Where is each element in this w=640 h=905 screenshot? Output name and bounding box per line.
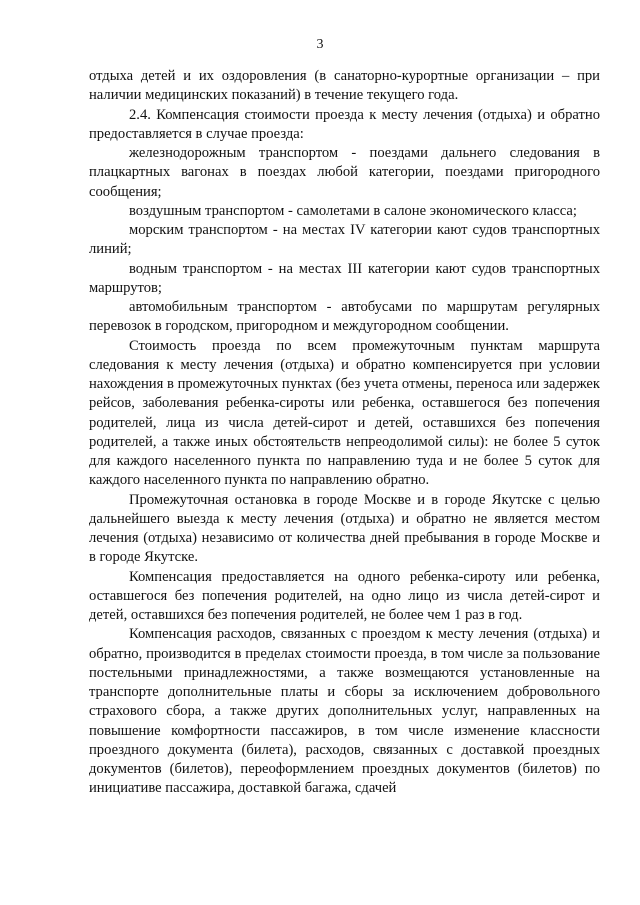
paragraph-road-transport: автомобильным транспортом - автобусами по маршрутам регулярных перевозок в городском, пригородном и междугородном сообщении. (89, 299, 600, 335)
paragraph-compensation-frequency: Компенсация предоставляется на одного ребенка-сироту или ребенка, оставшегося без попечения родителей, на одно лицо из числа детей-сирот и детей, оставшихся без попечения родителей, не более чем 1 раз в год. (89, 568, 600, 623)
page-number: 3 (316, 37, 324, 52)
document-body (89, 67, 600, 799)
paragraph-intermediate-points: Стоимость проезда по всем промежуточным пунктам маршрута следования к месту лечения (отдыха) и обратно компенсируется при условии нахождения в промежуточных пунктах (без учета отмены, переноса или задержек рейсов, заболевания ребенка-сироты или ребенка, оставшегося без попечения родителей, лица из числа детей-сирот и детей, оставшихся без попечения родителей, а также иных обстоятельств непреодолимой силы): не более 5 суток для каждого населенного пункта по направлению туда и не более 5 суток для каждого населенного пункта по направлению обратно. (89, 337, 600, 489)
paragraph-expense-compensation: Компенсация расходов, связанных с проездом к месту лечения (отдыха) и обратно, производится в пределах стоимости проезда, в том числе за пользование постельными принадлежностями, а также возмещаются установленные на транспорте дополнительные платы и сборы за исключением добровольного страхового сбора, а также других дополнительных услуг, направленных на повышение комфортности пассажиров, в том числе изменение классности проездного документа (билета), расходов, связанных с доставкой проездных документов (билетов), переоформлением проездных документов (билетов) по инициативе пассажира, доставкой багажа, сдачей (89, 626, 600, 797)
paragraph-continuation: отдыха детей и их оздоровления (в санаторно-курортные организации – при наличии медицинских показаний) в течение текущего года. (89, 68, 600, 104)
paragraph-clause-2-4: 2.4. Компенсация стоимости проезда к месту лечения (отдыха) и обратно предоставляется в случае проезда: (89, 106, 600, 142)
paragraph-moscow-yakutsk-stop: Промежуточная остановка в городе Москве и в городе Якутске с целью дальнейшего выезда к месту лечения (отдыха) и обратно не является местом лечения (отдыха) независимо от количества дней пребывания в городе Москве и в городе Якутске. (89, 491, 600, 566)
paragraph-sea-transport: морским транспортом - на местах IV категории кают судов транспортных линий; (89, 222, 600, 258)
paragraph-rail-transport: железнодорожным транспортом - поездами дальнего следования в плацкартных вагонах в поездах любой категории, поездами пригородного сообщения; (89, 145, 600, 200)
paragraph-water-transport: водным транспортом - на местах III категории кают судов транспортных маршрутов; (89, 260, 600, 296)
paragraph-air-transport: воздушным транспортом - самолетами в салоне экономического класса; (129, 202, 577, 219)
